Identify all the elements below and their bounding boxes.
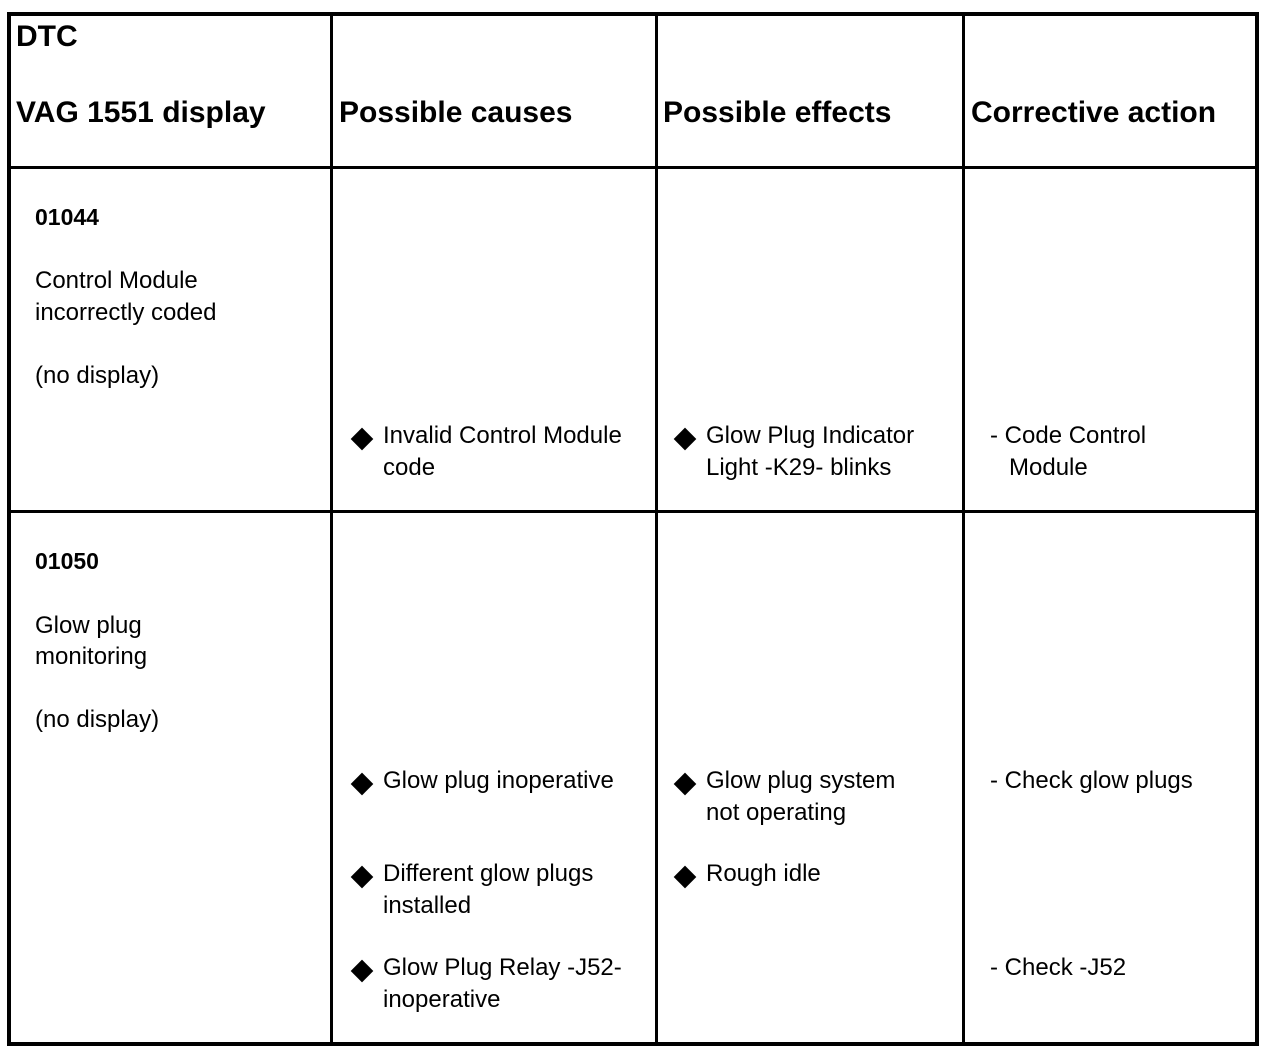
action-item <box>990 420 1146 484</box>
header-possible-causes: Possible causes <box>339 96 573 129</box>
header-possible-effects: Possible effects <box>663 96 892 129</box>
dtc-description: monitoring <box>35 643 148 670</box>
action-item <box>990 952 1126 984</box>
cause-text: Glow Plug Relay -J52- <box>383 954 622 981</box>
diamond-bullet-icon <box>351 773 374 796</box>
dtc-code: 01050 <box>35 548 99 574</box>
action-text: - Check -J52 <box>990 954 1127 981</box>
cause-text: code <box>383 454 436 481</box>
effect-text: Light -K29- blinks <box>706 454 892 481</box>
action-text: - Check glow plugs <box>990 767 1193 794</box>
cause-text: inoperative <box>383 986 501 1013</box>
diamond-bullet-icon <box>674 866 697 889</box>
action-item <box>990 765 1193 797</box>
dtc-display-note: (no display) <box>35 706 160 733</box>
header-vag-display: VAG 1551 display <box>16 96 266 129</box>
effect-text: Rough idle <box>706 860 821 887</box>
diamond-bullet-icon <box>674 773 697 796</box>
diamond-bullet-icon <box>351 960 374 983</box>
header-corrective-action: Corrective action <box>971 96 1217 129</box>
cause-text: Different glow plugs <box>383 860 594 887</box>
effect-text: not operating <box>706 799 847 826</box>
diamond-bullet-icon <box>674 428 697 451</box>
effect-text: Glow Plug Indicator <box>706 422 915 449</box>
row-divider <box>11 166 1255 169</box>
diamond-bullet-icon <box>351 428 374 451</box>
row-divider <box>11 510 1255 513</box>
column-divider <box>330 16 333 1042</box>
dtc-description: Glow plug <box>35 612 142 639</box>
cause-text: installed <box>383 892 472 919</box>
cause-text: Invalid Control Module <box>383 422 622 449</box>
dtc-table <box>7 12 1259 1046</box>
header-dtc: DTC <box>16 20 78 53</box>
dtc-display-note: (no display) <box>35 362 160 389</box>
action-text: - Code Control <box>990 422 1147 449</box>
column-divider <box>655 16 658 1042</box>
dtc-description: Control Module <box>35 267 198 294</box>
action-text: Module <box>1009 454 1088 481</box>
column-divider <box>962 16 965 1042</box>
dtc-description: incorrectly coded <box>35 299 217 326</box>
cause-text: Glow plug inoperative <box>383 767 614 794</box>
dtc-code: 01044 <box>35 204 99 230</box>
effect-text: Glow plug system <box>706 767 896 794</box>
diamond-bullet-icon <box>351 866 374 889</box>
